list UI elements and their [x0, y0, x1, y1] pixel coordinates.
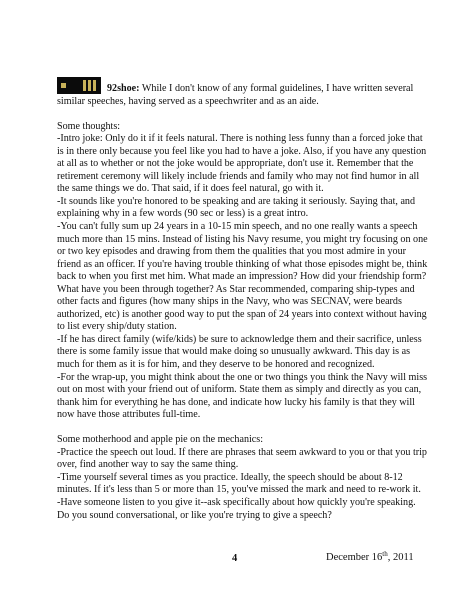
- thought-wrap-up: -For the wrap-up, you might think about the one or two things you think the Navy will miss out on most with your friend out of uniform. State them as simply and directly as you can, thank him for everything he has done, and indicate how lucky his family is that they will now have those attributes full-time.: [57, 371, 428, 421]
- thought-family: -If he has direct family (wife/kids) be sure to acknowledge them and their sacrifice, unless there is some family issue that would make doing so unusually awkward. This day is as much for them as it is for him, and they deserve to be honored and recognized.: [57, 333, 422, 370]
- insignia-icon: [61, 83, 66, 88]
- section-heading-thoughts: Some thoughts:: [57, 120, 121, 132]
- thought-24-years: -You can't fully sum up 24 years in a 10-15 min speech, and no one really wants a speech much more than 15 mins. Instead of listing his Navy resume, you might try focusing on one or two key episodes and drawing from them the qualities that you most admire in your friend as an officer. If you're having trouble thinking of what those episodes might be, think back to when you first met him. What made an impression? How did your friendship form? What have you been through together? As Star recommended, comparing ship-types and other facts and figures (how many ships in the Navy, who was SECNAV, were beards authorized, etc) is another good way to put the span of 24 years into context without having to list every ship/duty station.: [57, 220, 428, 333]
- mechanics-listen: -Have someone listen to you give it--ask specifically about how quickly you're speaking. Do you sound conversational, or like you're trying to give a speech?: [57, 496, 416, 521]
- footer-date: December 16th, 2011: [326, 550, 414, 563]
- mechanics-practice: -Practice the speech out loud. If there are phrases that seem awkward to you or that you trip over, find another way to say the same thing.: [57, 446, 427, 471]
- username: 92shoe:: [107, 83, 140, 94]
- thought-honored: -It sounds like you're honored to be speaking and are taking it seriously. Saying that, and explaining why in a few words (90 sec or less) is a great intro.: [57, 195, 416, 220]
- section-heading-mechanics: Some motherhood and apple pie on the mechanics:: [57, 434, 264, 446]
- thought-intro-joke: -Intro joke: Only do it if it feels natural. There is nothing less funny than a forced joke that is in there only because you feel like you had to have a joke. Also, if you have any question at all as to whether or not the joke would be appropriate, don't use it. Remember that the retirement ceremony will likely include friends and family who may not find humor in all the same things we do. That said, if it does feel natural, go with it.: [57, 133, 427, 195]
- post-intro-paragraph: [57, 77, 429, 108]
- page-number: 4: [232, 553, 238, 564]
- intro-text: While I don't know of any formal guidelines, I have written several similar speeches, having served as a speechwriter and as an aide.: [57, 83, 414, 107]
- avatar: [57, 77, 101, 94]
- mechanics-time: -Time yourself several times as you practice. Ideally, the speech should be about 8-12 minutes. If it's less than 5 or more than 15, you've missed the mark and need to re-work it.: [57, 471, 421, 496]
- post-body: [57, 77, 429, 522]
